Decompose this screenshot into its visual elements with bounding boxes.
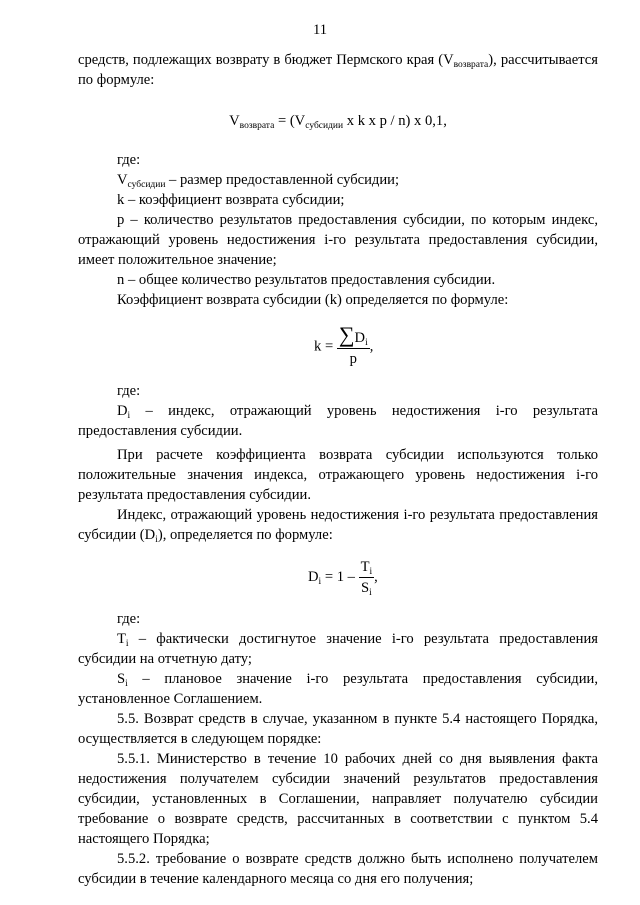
paragraph-5-5: 5.5. Возврат средств в случае, указанном в пункте 5.4 настоящего Порядка, осуществляется в следующем порядке: (78, 711, 598, 747)
formula-coefficient-k: k = $\frac{\sum D_i}{p}$ , (314, 322, 374, 367)
paragraph-k-intro: Коэффициент возврата субсидии (k) определяется по формуле: (117, 292, 509, 308)
paragraph-calculation: При расчете коэффициента возврата субсидии используются только положительные значения индекса, отражающего уровень недостижения i-го результата предоставления субсидии. (78, 447, 598, 503)
definition-d: $D_i$ – индекс, отражающий уровень недостижения i-го результата предоставления субсидии. (78, 403, 598, 439)
definition-n: n – общее количество результатов предоставления субсидии. (117, 272, 496, 288)
formula-index-d: $D_i = 1$ – $\frac{T_i}{S_i}$ , (308, 559, 378, 598)
definition-k: k – коэффициент возврата субсидии; (117, 192, 345, 208)
fraction: $\frac{\sum D_i}{p}$ (338, 322, 368, 367)
where-label: где: (117, 152, 141, 168)
definition-v-subsidy: $V_{субсидии}$ – размер предоставленной субсидии; (117, 172, 400, 190)
fraction: $\frac{T_i}{S_i}$ (360, 559, 373, 598)
paragraph-5-5-2: 5.5.2. требование о возврате средств должно быть исполнено получателем субсидии в течение календарного месяца со дня его получения; (78, 851, 598, 887)
paragraph-index: Индекс, отражающий уровень недостижения i-го результата предоставления субсидии $(D_i)$, определяется по формуле: (78, 507, 598, 545)
where-label: где: (117, 383, 141, 399)
definition-p: p – количество результатов предоставления субсидии, по которым индекс, отражающий уровень недостижения i-го результата предоставления субсидии, имеет положительное значение; (78, 212, 598, 268)
paragraph-refund-amount: средств, подлежащих возврату в бюджет Пермского края $(V_{возврата})$, рассчитывается по формуле: (78, 52, 598, 88)
definition-t: $T_i$ – фактически достигнутое значение i-го результата предоставления субсидии на отчетную дату; (78, 631, 598, 667)
where-label: где: (117, 611, 141, 627)
page-number: 11 (312, 22, 328, 38)
paragraph-5-5-1: 5.5.1. Министерство в течение 10 рабочих дней со дня выявления факта недостижения получателем субсидии значений результатов предоставления субсидии, установленных в Соглашении, направляет получателю субсидии требование о возврате средств, рассчитанных в соответствии с пунктом 5.4 настоящего Порядка; (78, 751, 598, 847)
document-body (78, 50, 598, 889)
formula-refund-volume: $V_{возврата} = (V_{субсидии}$ x k x p / n) x 0,1, (229, 113, 447, 131)
definition-s: $S_i$ – плановое значение i-го результата предоставления субсидии, установленное Соглашением. (78, 671, 598, 707)
